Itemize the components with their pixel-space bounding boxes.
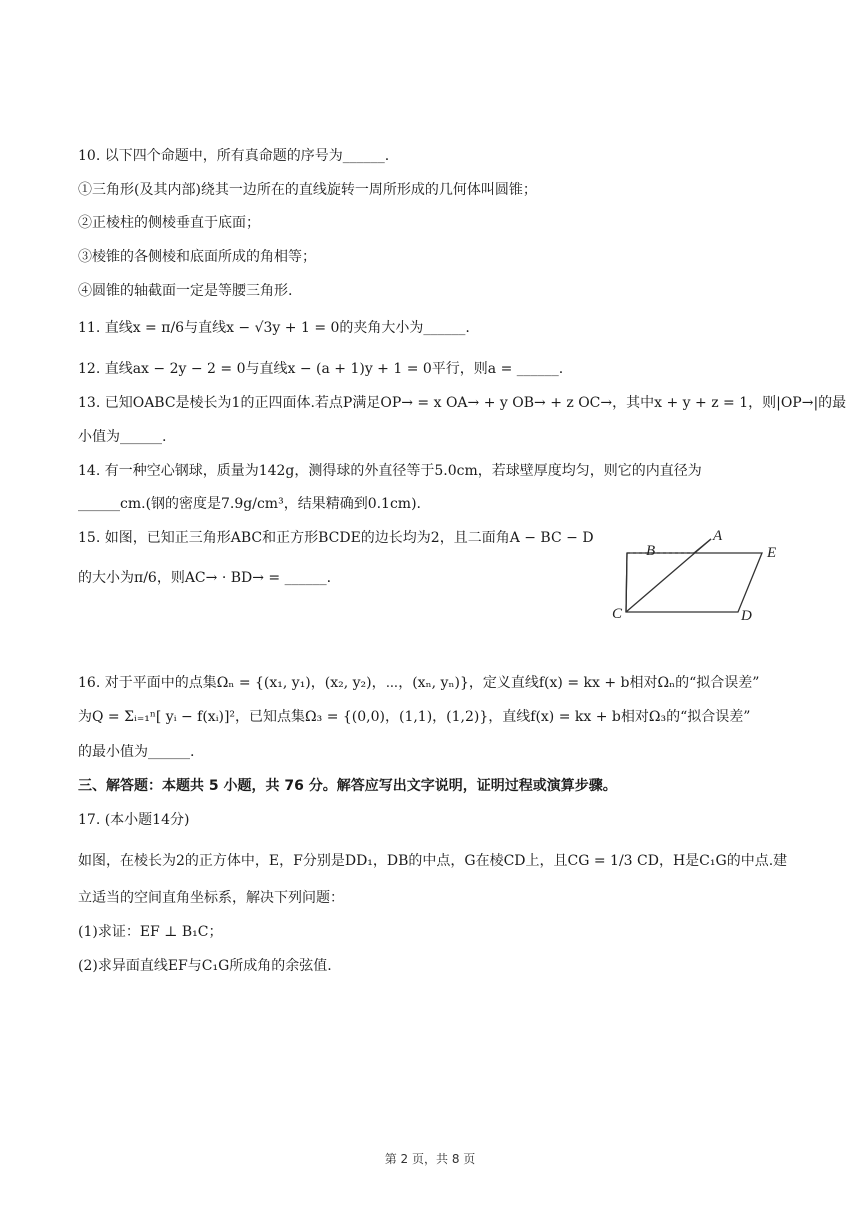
q17-header: 17. (本小题14分) (78, 812, 190, 828)
q10-option-1: ①三角形(及其内部)绕其一边所在的直线旋转一周所形成的几何体叫圆锥； (78, 182, 537, 198)
edge-ab (694, 539, 711, 553)
q10-option-4: ④圆锥的轴截面一定是等腰三角形. (78, 283, 293, 299)
q17-part-1: (1)求证：EF ⊥ B₁C； (78, 924, 223, 940)
q15-line-2: 的大小为π/6，则AC→ · BD→ = ______. (78, 570, 332, 586)
q14-line-2: ______cm.(钢的密度是7.9g/cm³，结果精确到0.1cm). (78, 496, 421, 512)
label-a: A (713, 528, 723, 544)
q10-stem: 10. 以下四个命题中，所有真命题的序号为______. (78, 148, 390, 164)
q13-line-1: 13. 已知OABC是棱长为1的正四面体.若点P满足OP→ = x OA→ + y OB→ + z OC→，其中x + y + z = 1，则|OP→|的最 (78, 395, 847, 411)
q16-line-3: 的最小值为______. (78, 744, 195, 760)
parallelogram-triangle-figure (600, 525, 790, 630)
q10-option-2: ②正棱柱的侧棱垂直于底面； (78, 215, 260, 231)
label-b: B (646, 543, 656, 559)
q16-line-1: 16. 对于平面中的点集Ωₙ = {(x₁, y₁)，(x₂, y₂)，⋯，(xₙ, yₙ)}，定义直线f(x) = kx + b相对Ωₙ的“拟合误差” (78, 675, 760, 691)
q10-option-3: ③棱锥的各侧棱和底面所成的角相等； (78, 249, 316, 265)
q14-line-1: 14. 有一种空心钢球，质量为142g，测得球的外直径等于5.0cm，若球壁厚度均匀，则它的内直径为 (78, 463, 702, 479)
edge-bc (626, 553, 627, 612)
q17-line-1: 如图，在棱长为2的正方体中，E，F分别是DD₁，DB的中点，G在棱CD上，且CG = 1/3 CD，H是C₁G的中点.建 (78, 853, 788, 869)
q17-line-2: 立适当的空间直角坐标系，解决下列问题： (78, 890, 344, 906)
q11: 11. 直线x = π/6与直线x − √3y + 1 = 0的夹角大小为______. (78, 320, 470, 336)
q12: 12. 直线ax − 2y − 2 = 0与直线x − (a + 1)y + 1 = 0平行，则a = ______. (78, 361, 564, 377)
q17-part-2: (2)求异面直线EF与C₁G所成角的余弦值. (78, 958, 332, 974)
label-d: D (741, 608, 752, 624)
label-e: E (767, 545, 777, 561)
square-bcde (626, 553, 762, 612)
q15-line-1: 15. 如图，已知正三角形ABC和正方形BCDE的边长均为2，且二面角A − BC − D (78, 530, 594, 546)
label-c: C (612, 606, 623, 622)
q13-line-2: 小值为______. (78, 429, 167, 445)
page-footer: 第 2 页，共 8 页 (384, 1152, 476, 1166)
section-3-heading: 三、解答题：本题共 5 小题，共 76 分。解答应写出文字说明，证明过程或演算步骤。 (78, 778, 617, 794)
q16-line-2: 为Q = Σᵢ₌₁ⁿ[ yᵢ − f(xᵢ)]²，已知点集Ω₃ = {(0,0)，(1,1)，(1,2)}，直线f(x) = kx + b相对Ω₃的“拟合误差” (78, 709, 751, 725)
